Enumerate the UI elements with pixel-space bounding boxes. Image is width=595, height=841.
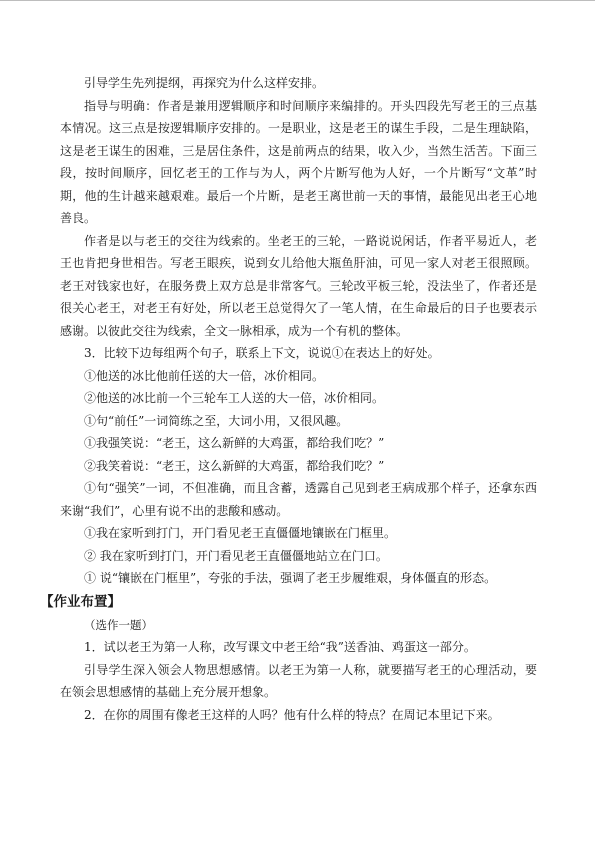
homework-item-1: 1．试以老王为第一人称，改写课文中老王给“我”送香油、鸡蛋这一部分。 bbox=[84, 640, 476, 654]
homework-note: （选作一题） bbox=[84, 617, 153, 632]
sentence-door-2: ② 我在家听到打门，开门看见老王直僵僵地站立在门口。 bbox=[84, 548, 388, 563]
sentence-egg-1: ①我强笑说：“老王，这么新鲜的大鸡蛋，都给我们吃？” bbox=[84, 436, 385, 450]
sentence-ice-2: ②他送的冰比前一个三轮车工人送的大一倍，冰价相同。 bbox=[84, 391, 385, 405]
homework-item-2: 2．在你的周围有像老王这样的人吗？他有什么样的特点？在周记本里记下来。 bbox=[84, 707, 500, 722]
analysis-door: ① 说“镶嵌在门框里”，夸张的手法，强调了老王步履维艰，身体僵直的形态。 bbox=[84, 571, 497, 585]
question-3: 3．比较下边每组两个句子，联系上下文，说说①在表达上的好处。 bbox=[84, 346, 440, 360]
section-heading-homework: 【作业布置】 bbox=[40, 593, 121, 610]
sentence-door-1: ①我在家听到打门，开门看见老王直僵僵地镶嵌在门框里。 bbox=[84, 526, 397, 540]
paragraph-outline-guide: 引导学生先列提纲，再探究为什么这样安排。 bbox=[84, 76, 325, 90]
page-top-rule bbox=[0, 0, 595, 1]
sentence-ice-1: ①他送的冰比他前任送的大一倍，冰价相同。 bbox=[84, 368, 325, 383]
homework-guide: 引导学生深入领会人物思想感情。以老王为第一人称，就要描写老王的心理活动，要在领会思想感情的基础上充分展开想象。 bbox=[60, 662, 537, 699]
document-page bbox=[40, 72, 537, 726]
sentence-egg-2: ②我笑着说：“老王，这么新鲜的大鸡蛋，都给我们吃？” bbox=[84, 458, 385, 473]
analysis-ice: ①句“前任”一词简练之至，大词小用，又很风趣。 bbox=[84, 413, 349, 428]
paragraph-answer-order: 指导与明确：作者是兼用逻辑顺序和时间顺序来编排的。开头四段先写老王的三点基本情况。这三点是按逻辑顺序安排的。一是职业，这是老王的谋生手段，二是生理缺陷，这是老王谋生的困难，三是居住条件，这是前两点的结果，收入少，当然生活苦。下面三段，按时间顺序，回忆老王的工作与为人，两个片断写他为人好，一个片断写“文革”时期，他的生计越来越艰难。最后一个片断，是老王离世前一天的事情，最能见出老王心地善良。 bbox=[60, 98, 537, 225]
analysis-egg: ①句“强笑”一词，不但准确，而且含蓄，透露自己见到老王病成那个样子，还拿东西来谢“我们”，心里有说不出的悲酸和感动。 bbox=[60, 481, 537, 518]
paragraph-interaction-clue: 作者是以与老王的交往为线索的。坐老王的三轮，一路说说闲话，作者平易近人，老王也肯把身世相告。写老王眼疾，说到女儿给他大瓶鱼肝油，可见一家人对老王很照顾。老王对钱家也好，在服务费上双方总是非常客气。三轮改平板三轮，没法坐了，作者还是很关心老王，对老王有好处，所以老王总觉得欠了一笔人情，在生命最后的日子也要表示感谢。以彼此交往为线索，全文一脉相承，成为一个有机的整体。 bbox=[60, 233, 537, 338]
